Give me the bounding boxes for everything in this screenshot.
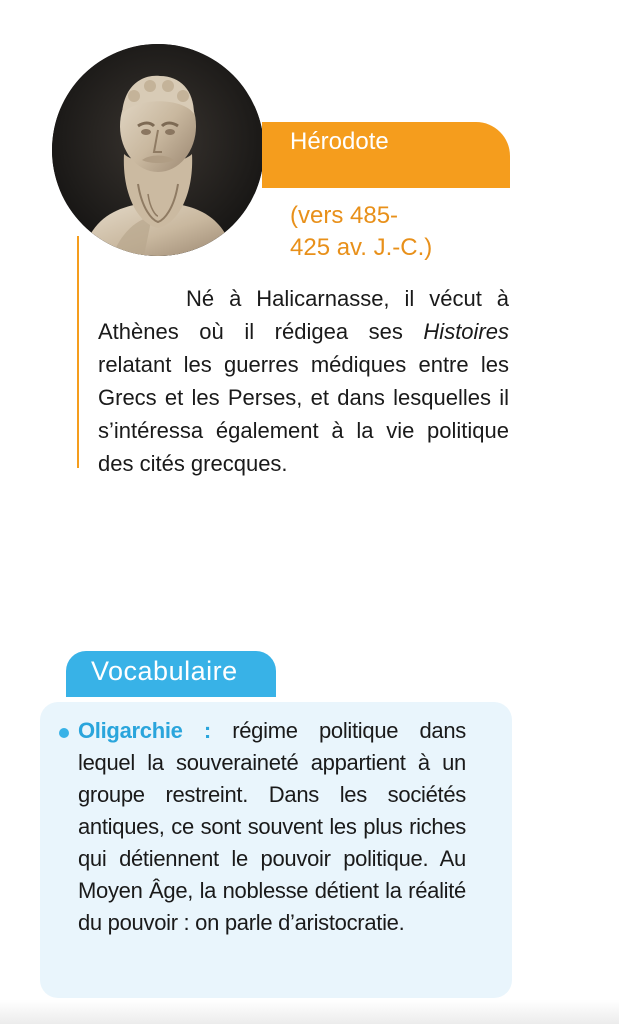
bullet-icon [59, 728, 69, 738]
orange-divider-line [77, 236, 79, 468]
vocabulary-definition [78, 715, 466, 939]
author-dates [290, 200, 490, 264]
definition-text: régime politique dans lequel la souveraineté appartient à un groupe restreint. Dans les sociétés antiques, ce sont souvent les plus riches qui détiennent le pouvoir politique. Au Moyen Âge, la noblesse détient la réalité du pouvoir : on parle d’aristocratie. [78, 718, 466, 935]
bio-text-part1: Né à Halicarnasse, il vécut à Athènes où il rédigea ses [98, 286, 509, 344]
dates-line-2: 425 av. J.-C.) [290, 234, 433, 261]
dates-line-1: (vers 485- [290, 202, 399, 229]
biography-text [98, 282, 509, 480]
bio-text-part2: relatant les guerres médiques entre les Grecs et les Perses, et dans lesquelles il s’intéressa également à la vie politique des cités grecques. [98, 352, 509, 476]
author-name: Hérodote [290, 128, 389, 155]
vocabulary-title: Vocabulaire [91, 656, 238, 686]
vocabulary-term: Oligarchie : [78, 718, 211, 743]
bio-text-italic: Histoires [423, 319, 509, 344]
portrait-image [52, 44, 264, 256]
bust-portrait-icon [52, 44, 264, 256]
page-bottom-edge [0, 1000, 619, 1024]
